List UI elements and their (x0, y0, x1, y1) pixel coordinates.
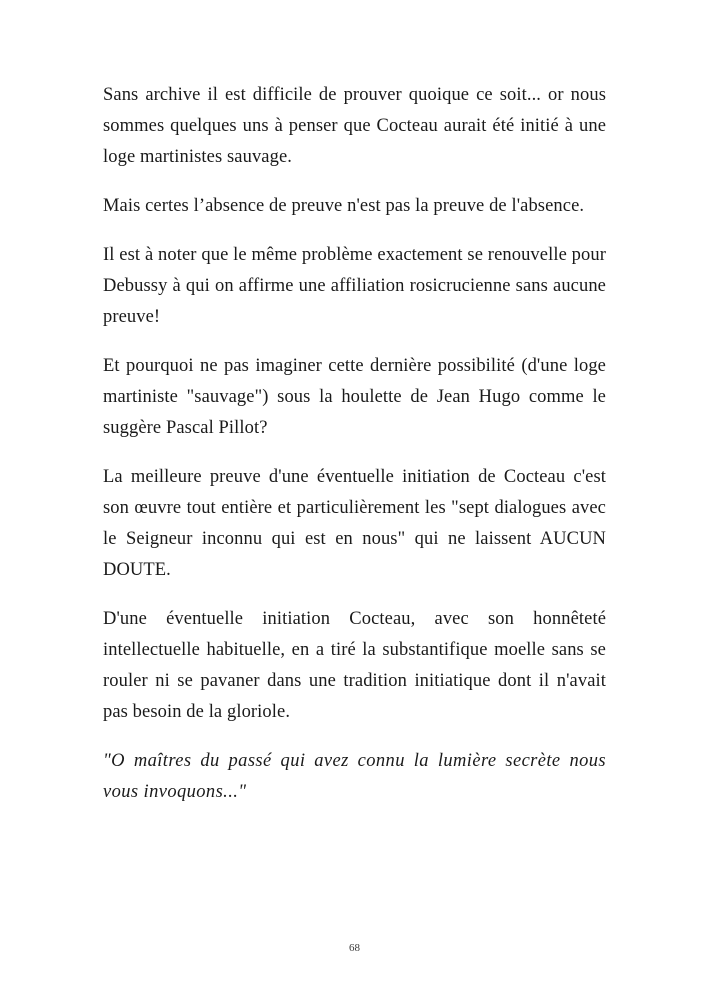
paragraph-7-quotation: "O maîtres du passé qui avez connu la lumière secrète nous vous invoquons..." (103, 751, 606, 802)
paragraph-1: Sans archive il est difficile de prouver quoique ce soit... or nous sommes quelques uns à penser que Cocteau aurait été initié à une loge martinistes sauvage. (103, 85, 606, 167)
paragraph-6: D'une éventuelle initiation Cocteau, avec son honnêteté intellectuelle habituelle, en a tiré la substantifique moelle sans se rouler ni se pavaner dans une tradition initiatique dont il n'avait pas besoin de la gloriole. (103, 609, 606, 722)
paragraph-3: Il est à noter que le même problème exactement se renouvelle pour Debussy à qui on affirme une affiliation rosicrucienne sans aucune preuve! (103, 245, 606, 327)
page-body (103, 80, 606, 808)
page-number: 68 (349, 942, 360, 954)
paragraph-5: La meilleure preuve d'une éventuelle initiation de Cocteau c'est son œuvre tout entière et particulièrement les "sept dialogues avec le Seigneur inconnu qui est en nous" qui ne laissent AUCUN DOUTE. (103, 467, 606, 580)
paragraph-4: Et pourquoi ne pas imaginer cette dernière possibilité (d'une loge martiniste "sauvage") sous la houlette de Jean Hugo comme le suggère Pascal Pillot? (103, 356, 606, 438)
paragraph-2: Mais certes l’absence de preuve n'est pas la preuve de l'absence. (103, 196, 585, 216)
